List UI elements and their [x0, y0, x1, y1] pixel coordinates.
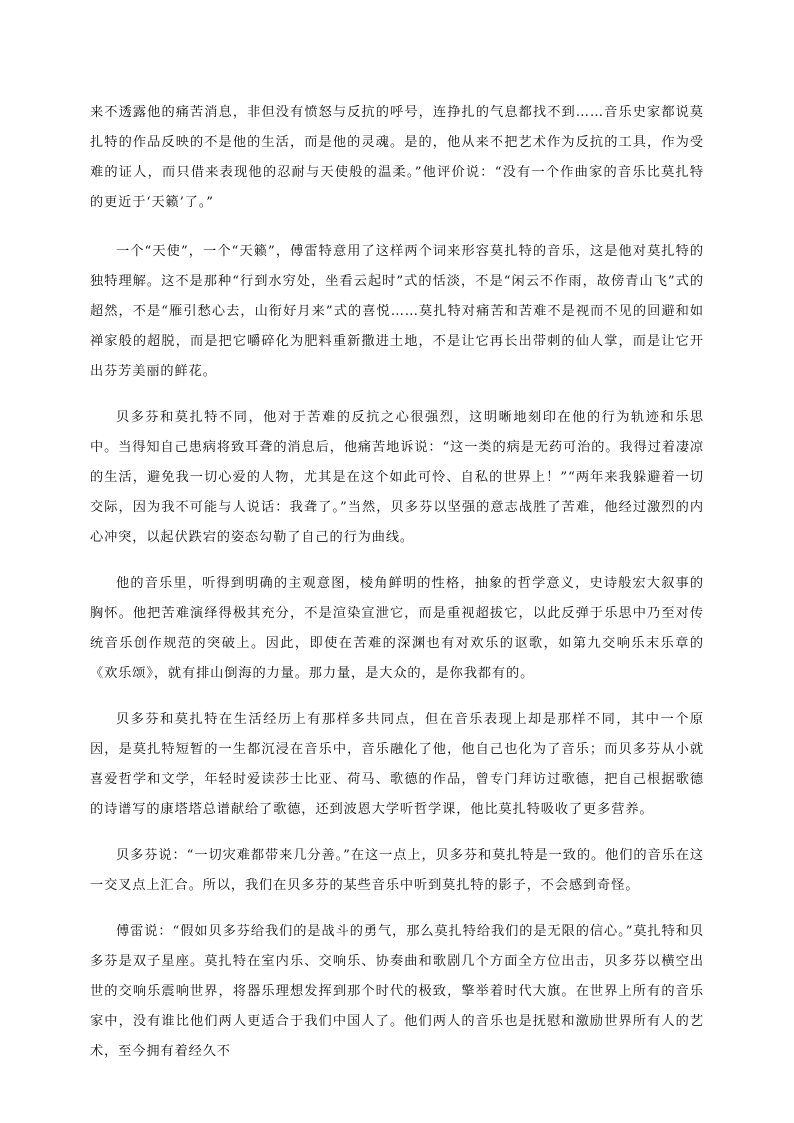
document-body: [90, 98, 704, 1083]
paragraph-2: 一个“天使”，一个“天籁”，傅雷特意用了这样两个词来形容莫扎特的音乐，这是他对莫扎特的独特理解。这不是那种“行到水穷处，坐看云起时”式的恬淡，不是“闲云不作雨，故傍青山飞”式的超然，不是“雁引愁心去，山衔好月来”式的喜悦……莫扎特对痛苦和苦难不是视而不见的回避和如禅家般的超脱，而是把它嚼碎化为肥料重新撒进土地，不是让它再长出带刺的仙人掌，而是让它开出芬芳美丽的鲜花。: [90, 244, 704, 379]
paragraph-5: 贝多芬和莫扎特在生活经历上有那样多共同点，但在音乐表现上却是那样不同，其中一个原因，是莫扎特短暂的一生都沉浸在音乐中，音乐融化了他，他自己也化为了音乐；而贝多芬从小就喜爱哲学和文学，年轻时爱读莎士比亚、荷马、歌德的作品，曾专门拜访过歌德，把自己根据歌德的诗谱写的康塔塔总谱献给了歌德，还到波恩大学听哲学课，他比莫扎特吸收了更多营养。: [90, 712, 704, 817]
paragraph-6: 贝多芬说：“一切灾难都带来几分善。”在这一点上，贝多芬和莫扎特是一致的。他们的音乐在这一交叉点上汇合。所以，我们在贝多芬的某些音乐中听到莫扎特的影子，不会感到奇怪。: [90, 848, 704, 893]
paragraph-7: 傅雷说：“假如贝多芬给我们的是战斗的勇气，那么莫扎特给我们的是无限的信心。”莫扎特和贝多芬是双子星座。莫扎特在室内乐、交响乐、协奏曲和歌剧几个方面全方位出击，贝多芬以横空出世的交响乐震响世界，将器乐理想发挥到那个时代的极致，擎举着时代大旗。在世界上所有的音乐家中，没有谁比他们两人更适合于我们中国人了。他们两人的音乐也是抚慰和激励世界所有人的艺术，至今拥有着经久不: [90, 924, 704, 1059]
paragraph-4: 他的音乐里，听得到明确的主观意图，棱角鲜明的性格，抽象的哲学意义，史诗般宏大叙事的胸怀。他把苦难演绎得极其充分，不是渲染宣泄它，而是重视超拔它，以此反弹于乐思中乃至对传统音乐创作规范的突破上。因此，即使在苦难的深渊也有对欢乐的讴歌，如第九交响乐末乐章的《欢乐颂》，就有排山倒海的力量。那力量，是大众的，是你我都有的。: [90, 576, 704, 681]
paragraph-3: 贝多芬和莫扎特不同，他对于苦难的反抗之心很强烈，这明晰地刻印在他的行为轨迹和乐思中。当得知自己患病将致耳聋的消息后，他痛苦地诉说：“这一类的病是无药可治的。我得过着凄凉的生活，避免我一切心爱的人物，尤其是在这个如此可怜、自私的世界上！”“两年来我躲避着一切交际，因为我不可能与人说话：我聋了。”当然，贝多芬以坚强的意志战胜了苦难，他经过激烈的内心冲突，以起伏跌宕的姿态勾勒了自己的行为曲线。: [90, 410, 704, 545]
paragraph-1: 来不透露他的痛苦消息，非但没有愤怒与反抗的呼号，连挣扎的气息都找不到……音乐史家都说莫扎特的作品反映的不是他的生活，而是他的灵魂。是的，他从来不把艺术作为反抗的工具，作为受难的证人，而只借来表现他的忍耐与天使般的温柔。”他评价说：“没有一个作曲家的音乐比莫扎特的更近于‘天籁’了。”: [90, 105, 704, 210]
